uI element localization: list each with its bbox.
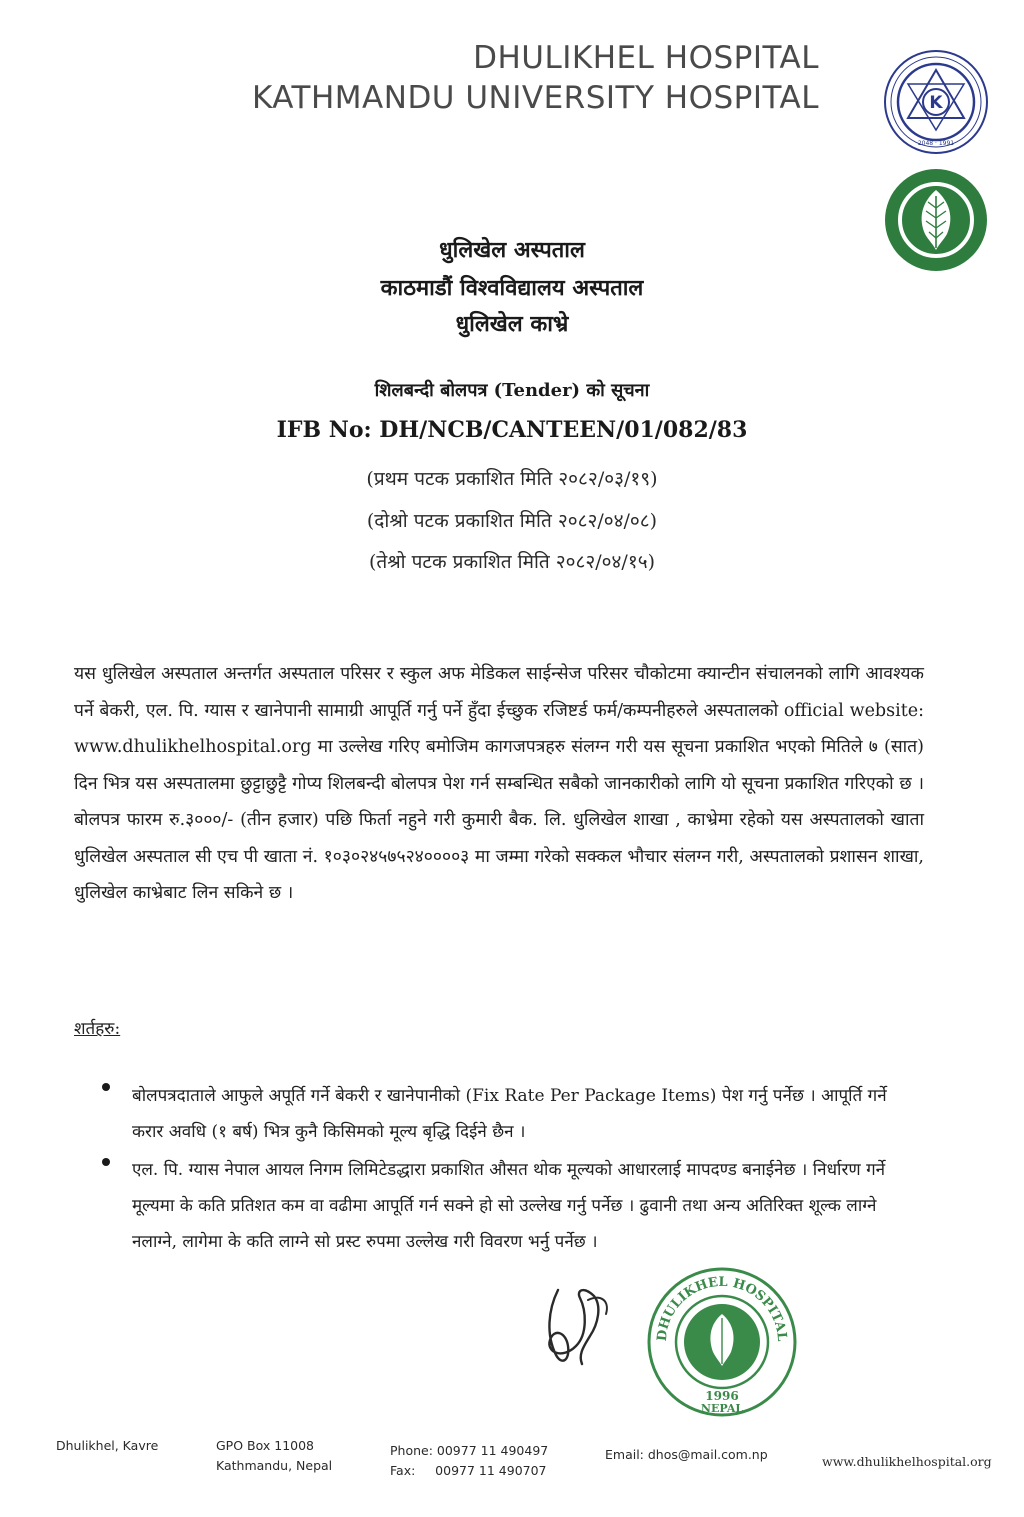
footer-fax: Fax: 00977 11 490707 [390, 1463, 547, 1478]
footer-contact [390, 1441, 548, 1481]
notice-title: शिलबन्दी बोलपत्र (Tender) को सूचना [374, 380, 650, 401]
logo-ku-years: 2048 · 1991 [917, 140, 955, 147]
seal-top-text: DHULIKHEL HOSPITAL [654, 1274, 790, 1342]
letterhead-title-line2: KATHMANDU UNIVERSITY HOSPITAL [251, 80, 819, 116]
handwritten-signature [528, 1280, 628, 1380]
heading-hospital-name: धुलिखेल अस्पताल [439, 237, 585, 263]
logo-ku-letter: K [929, 93, 943, 113]
term-text-2: एल. पि. ग्यास नेपाल आयल निगम लिमिटेडद्धारा प्रकाशित औसत थोक मूल्यको आधारलाई मापदण्ड बनाईनेछ । निर्धारण गर्ने मूल्यमा के कति प्रतिशत कम वा वढीमा आपूर्ति गर्न सक्ने हो सो उल्लेख गर्नु पर्नेछ । ढुवानी तथा अन्य अतिरिक्त शूल्क लाग्ने नलाग्ने, लागेमा के कति लाग्ने सो प्रस्ट रुपमा उल्लेख गरी विवरण भर्नु पर्नेछ । [132, 1160, 886, 1252]
publication-date-second: (दोश्रो पटक प्रकाशित मिति २०८२/०४/०८) [366, 510, 658, 532]
seal-year: 1996 [705, 1389, 739, 1403]
seal-bottom-text: NEPAL [700, 1402, 744, 1415]
heading-university-hospital: काठमाडौं विश्वविद्यालय अस्पताल [380, 275, 644, 301]
publication-date-third: (तेश्रो पटक प्रकाशित मिति २०८२/०४/१५) [368, 551, 656, 573]
terms-heading: शर्तहरु: [74, 1019, 121, 1039]
footer-gpo-line1: GPO Box 11008 [216, 1438, 315, 1453]
term-item [106, 1152, 906, 1260]
term-text-1: बोलपत्रदाताले आफुले अपूर्ति गर्ने बेकरी र खानेपानीको (Fix Rate Per Package Items) पेश गर्नु पर्नेछ । आपूर्ति गर्ने करार अवधि (१ बर्ष) भित्र कुनै किसिमको मूल्य बृद्धि दिईने छैन । [132, 1086, 887, 1142]
footer-website: www.dhulikhelhospital.org [822, 1454, 992, 1469]
publication-date-first: (प्रथम पटक प्रकाशित मिति २०८२/०३/१९) [366, 468, 658, 490]
letterhead-title-line1: DHULIKHEL HOSPITAL [473, 40, 819, 76]
term-item [106, 1078, 906, 1150]
footer-gpo-line2: Kathmandu, Nepal [216, 1458, 333, 1473]
footer-address: Dhulikhel, Kavre [56, 1438, 159, 1453]
notice-paragraph: यस धुलिखेल अस्पताल अन्तर्गत अस्पताल परिसर र स्कुल अफ मेडिकल साईन्सेज परिसर चौकोटमा क्यान्टीन संचालनको लागि आवश्यक पर्ने बेकरी, एल. पि. ग्यास र खानेपानी सामाग्री आपूर्ति गर्नु पर्ने हुँदा ईच्छुक रजिष्टर्ड फर्म/कम्पनीहरुले अस्पतालको official website: www.dhulikhelhospital.org मा उल्लेख गरिए बमोजिम कागजपत्रहरु संलग्न गरी यस सूचना प्रकाशित भएको मितिले ७ (सात) दिन भित्र यस अस्पतालमा छुट्टाछुट्टै गोप्य शिलबन्दी बोलपत्र पेश गर्न सम्बन्धित सबैको जानकारीको लागि यो सूचना प्रकाशित गरिएको छ । बोलपत्र फारम रु.३०००/- (तीन हजार) पछि फिर्ता नहुने गरी कुमारी बैक. लि. धुलिखेल शाखा , काभ्रेमा रहेको यस अस्पतालको खाता धुलिखेल अस्पताल सी एच पी खाता नं. १०३०२४५७५२४००००३ मा जम्मा गरेको सक्कल भौचार संलग्न गरी, अस्पतालको प्रशासन शाखा, धुलिखेल काभ्रेबाट लिन सकिने छ । [74, 664, 925, 903]
ifb-number: IFB No: DH/NCB/CANTEEN/01/082/83 [276, 417, 748, 443]
kathmandu-university-logo [882, 48, 990, 156]
footer-phone: Phone: 00977 11 490497 [390, 1443, 549, 1458]
footer-gpo [216, 1436, 332, 1476]
hospital-seal-stamp [646, 1266, 798, 1418]
heading-location: धुलिखेल काभ्रे [455, 311, 569, 337]
footer-email: Email: dhos@mail.com.np [605, 1447, 768, 1462]
